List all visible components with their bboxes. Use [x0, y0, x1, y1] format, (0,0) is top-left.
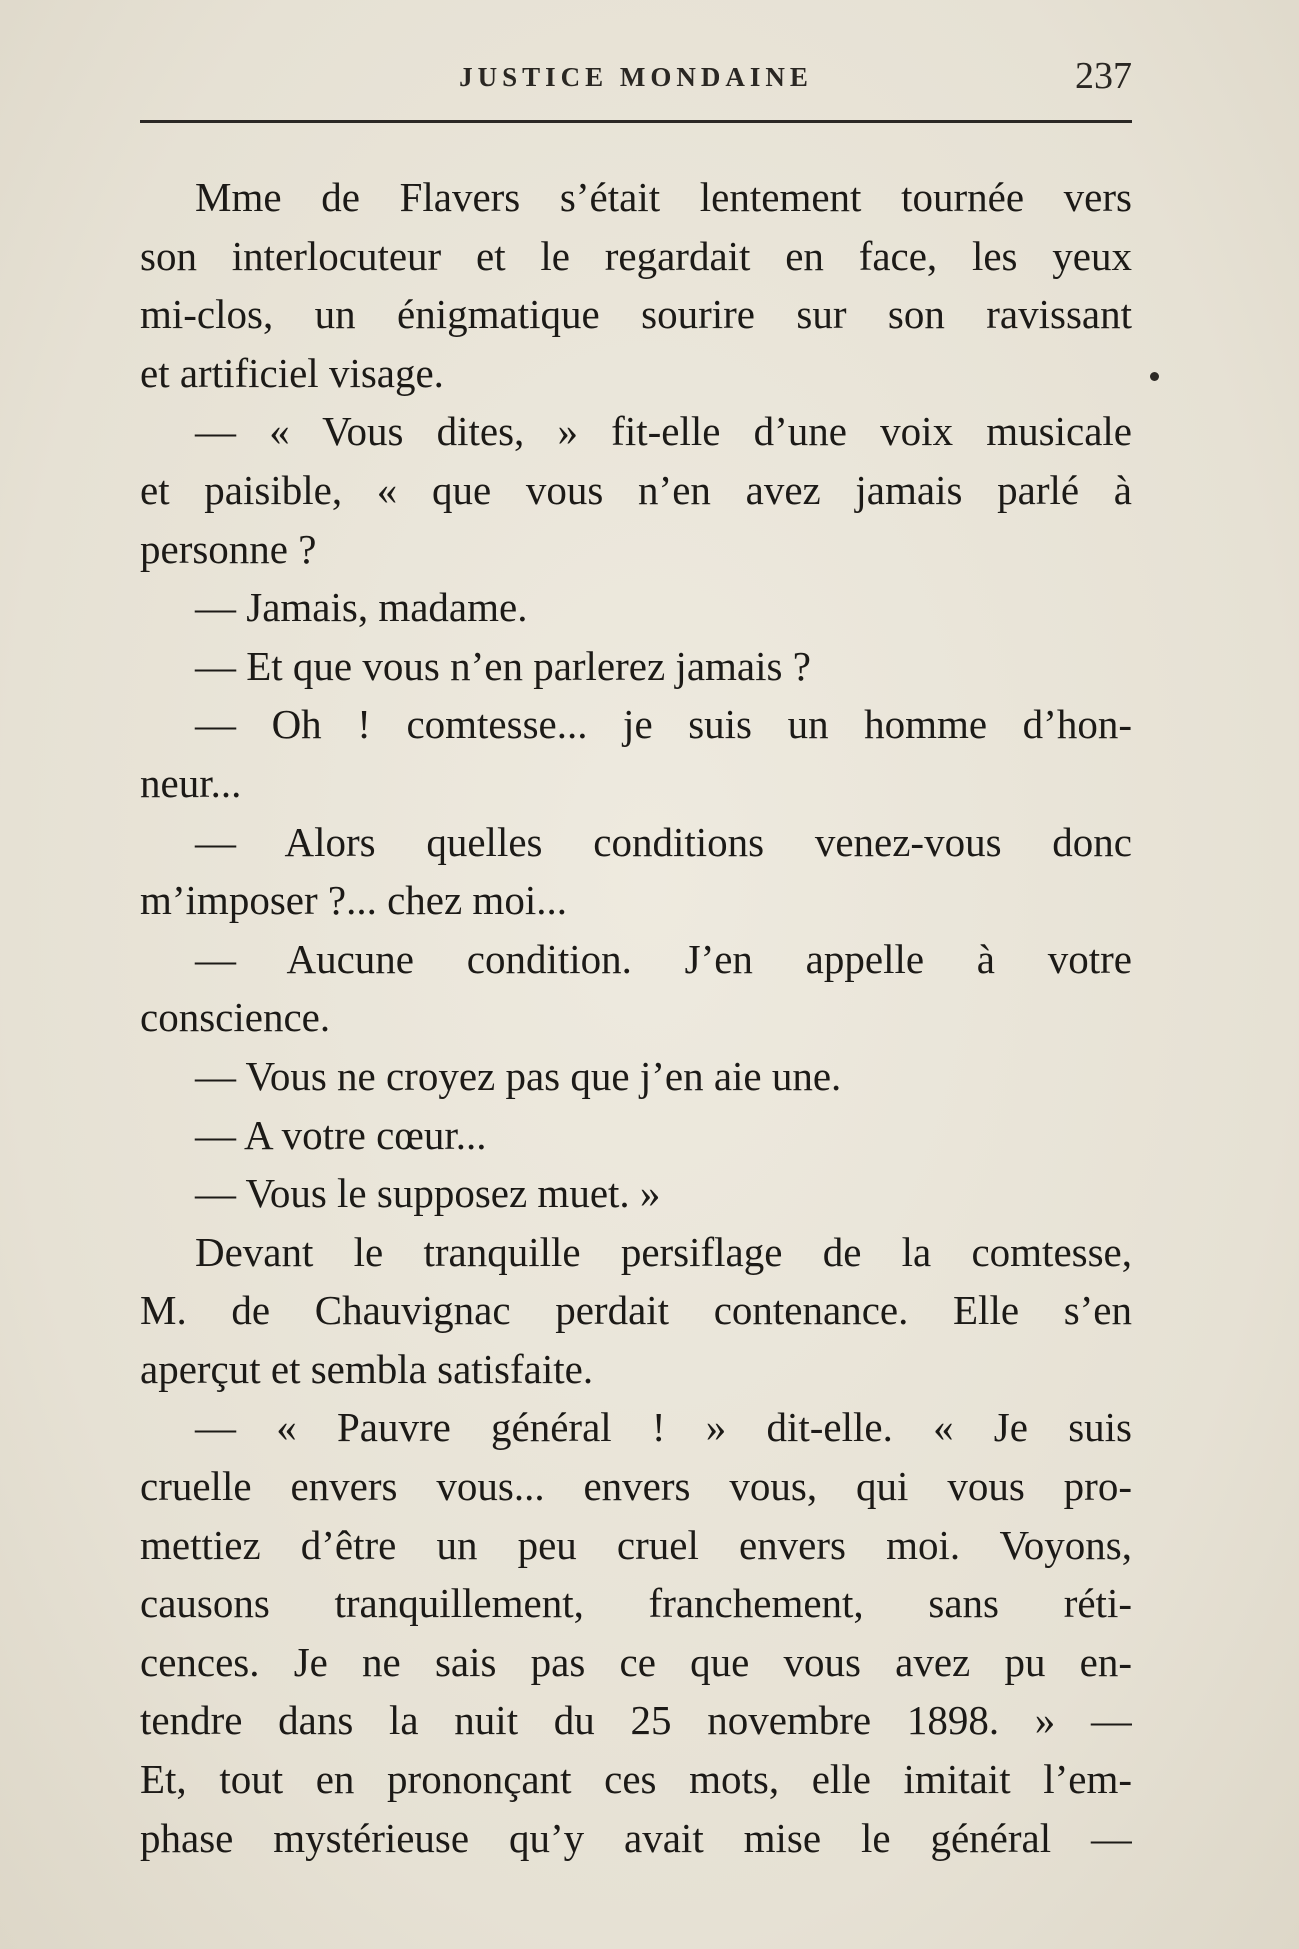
header-rule — [140, 120, 1132, 123]
text-line: — Et que vous n’en parlerez jamais ? — [195, 642, 811, 689]
text-line: mettiez d’être un peu cruel envers moi. Voyons, — [140, 1521, 1132, 1568]
text-line: m’imposer ?... chez moi... — [140, 877, 567, 924]
text-line: personne ? — [140, 525, 317, 572]
text-line: son interlocuteur et le regardait en face, les yeux — [140, 232, 1132, 279]
text-line: M. de Chauvignac perdait contenance. Elle s’en — [140, 1287, 1132, 1334]
text-line: phase mystérieuse qu’y avait mise le général — — [140, 1814, 1132, 1861]
body-text — [140, 168, 1132, 1867]
text-line: — « Pauvre général ! » dit-elle. « Je suis — [195, 1404, 1132, 1451]
text-line: — Alors quelles conditions venez-vous donc — [195, 818, 1132, 865]
text-line: conscience. — [140, 994, 331, 1041]
text-line: Devant le tranquille persiflage de la comtesse, — [195, 1228, 1132, 1275]
text-line: cences. Je ne sais pas ce que vous avez pu en- — [140, 1638, 1132, 1685]
text-line: et artificiel visage. — [140, 349, 444, 396]
text-line: Mme de Flavers s’était lentement tournée vers — [195, 174, 1132, 220]
text-line: neur... — [140, 759, 242, 806]
text-line: — A votre cœur... — [195, 1111, 487, 1158]
running-title: JUSTICE MONDAINE — [459, 62, 813, 92]
text-line: cruelle envers vous... envers vous, qui vous pro- — [140, 1463, 1132, 1510]
text-line: tendre dans la nuit du 25 novembre 1898. » — — [140, 1697, 1132, 1744]
text-line: — Oh ! comtesse... je suis un homme d’hon- — [195, 701, 1132, 748]
ink-speck — [1150, 372, 1159, 381]
text-line: — « Vous dites, » fit-elle d’une voix musicale — [195, 408, 1132, 455]
text-line: aperçut et sembla satisfaite. — [140, 1345, 594, 1392]
running-head — [140, 55, 1132, 108]
text-line: causons tranquillement, franchement, sans réti- — [140, 1580, 1132, 1627]
page-number: 237 — [1075, 55, 1132, 97]
text-line: — Jamais, madame. — [195, 584, 528, 631]
text-line: et paisible, « que vous n’en avez jamais parlé à — [140, 466, 1132, 513]
text-line: mi-clos, un énigmatique sourire sur son ravissant — [140, 291, 1132, 338]
text-line: Et, tout en prononçant ces mots, elle imitait l’em- — [140, 1756, 1132, 1803]
text-line: — Vous le supposez muet. » — [195, 1170, 661, 1217]
text-line: — Vous ne croyez pas que j’en aie une. — [195, 1052, 842, 1099]
text-line: — Aucune condition. J’en appelle à votre — [195, 935, 1132, 982]
